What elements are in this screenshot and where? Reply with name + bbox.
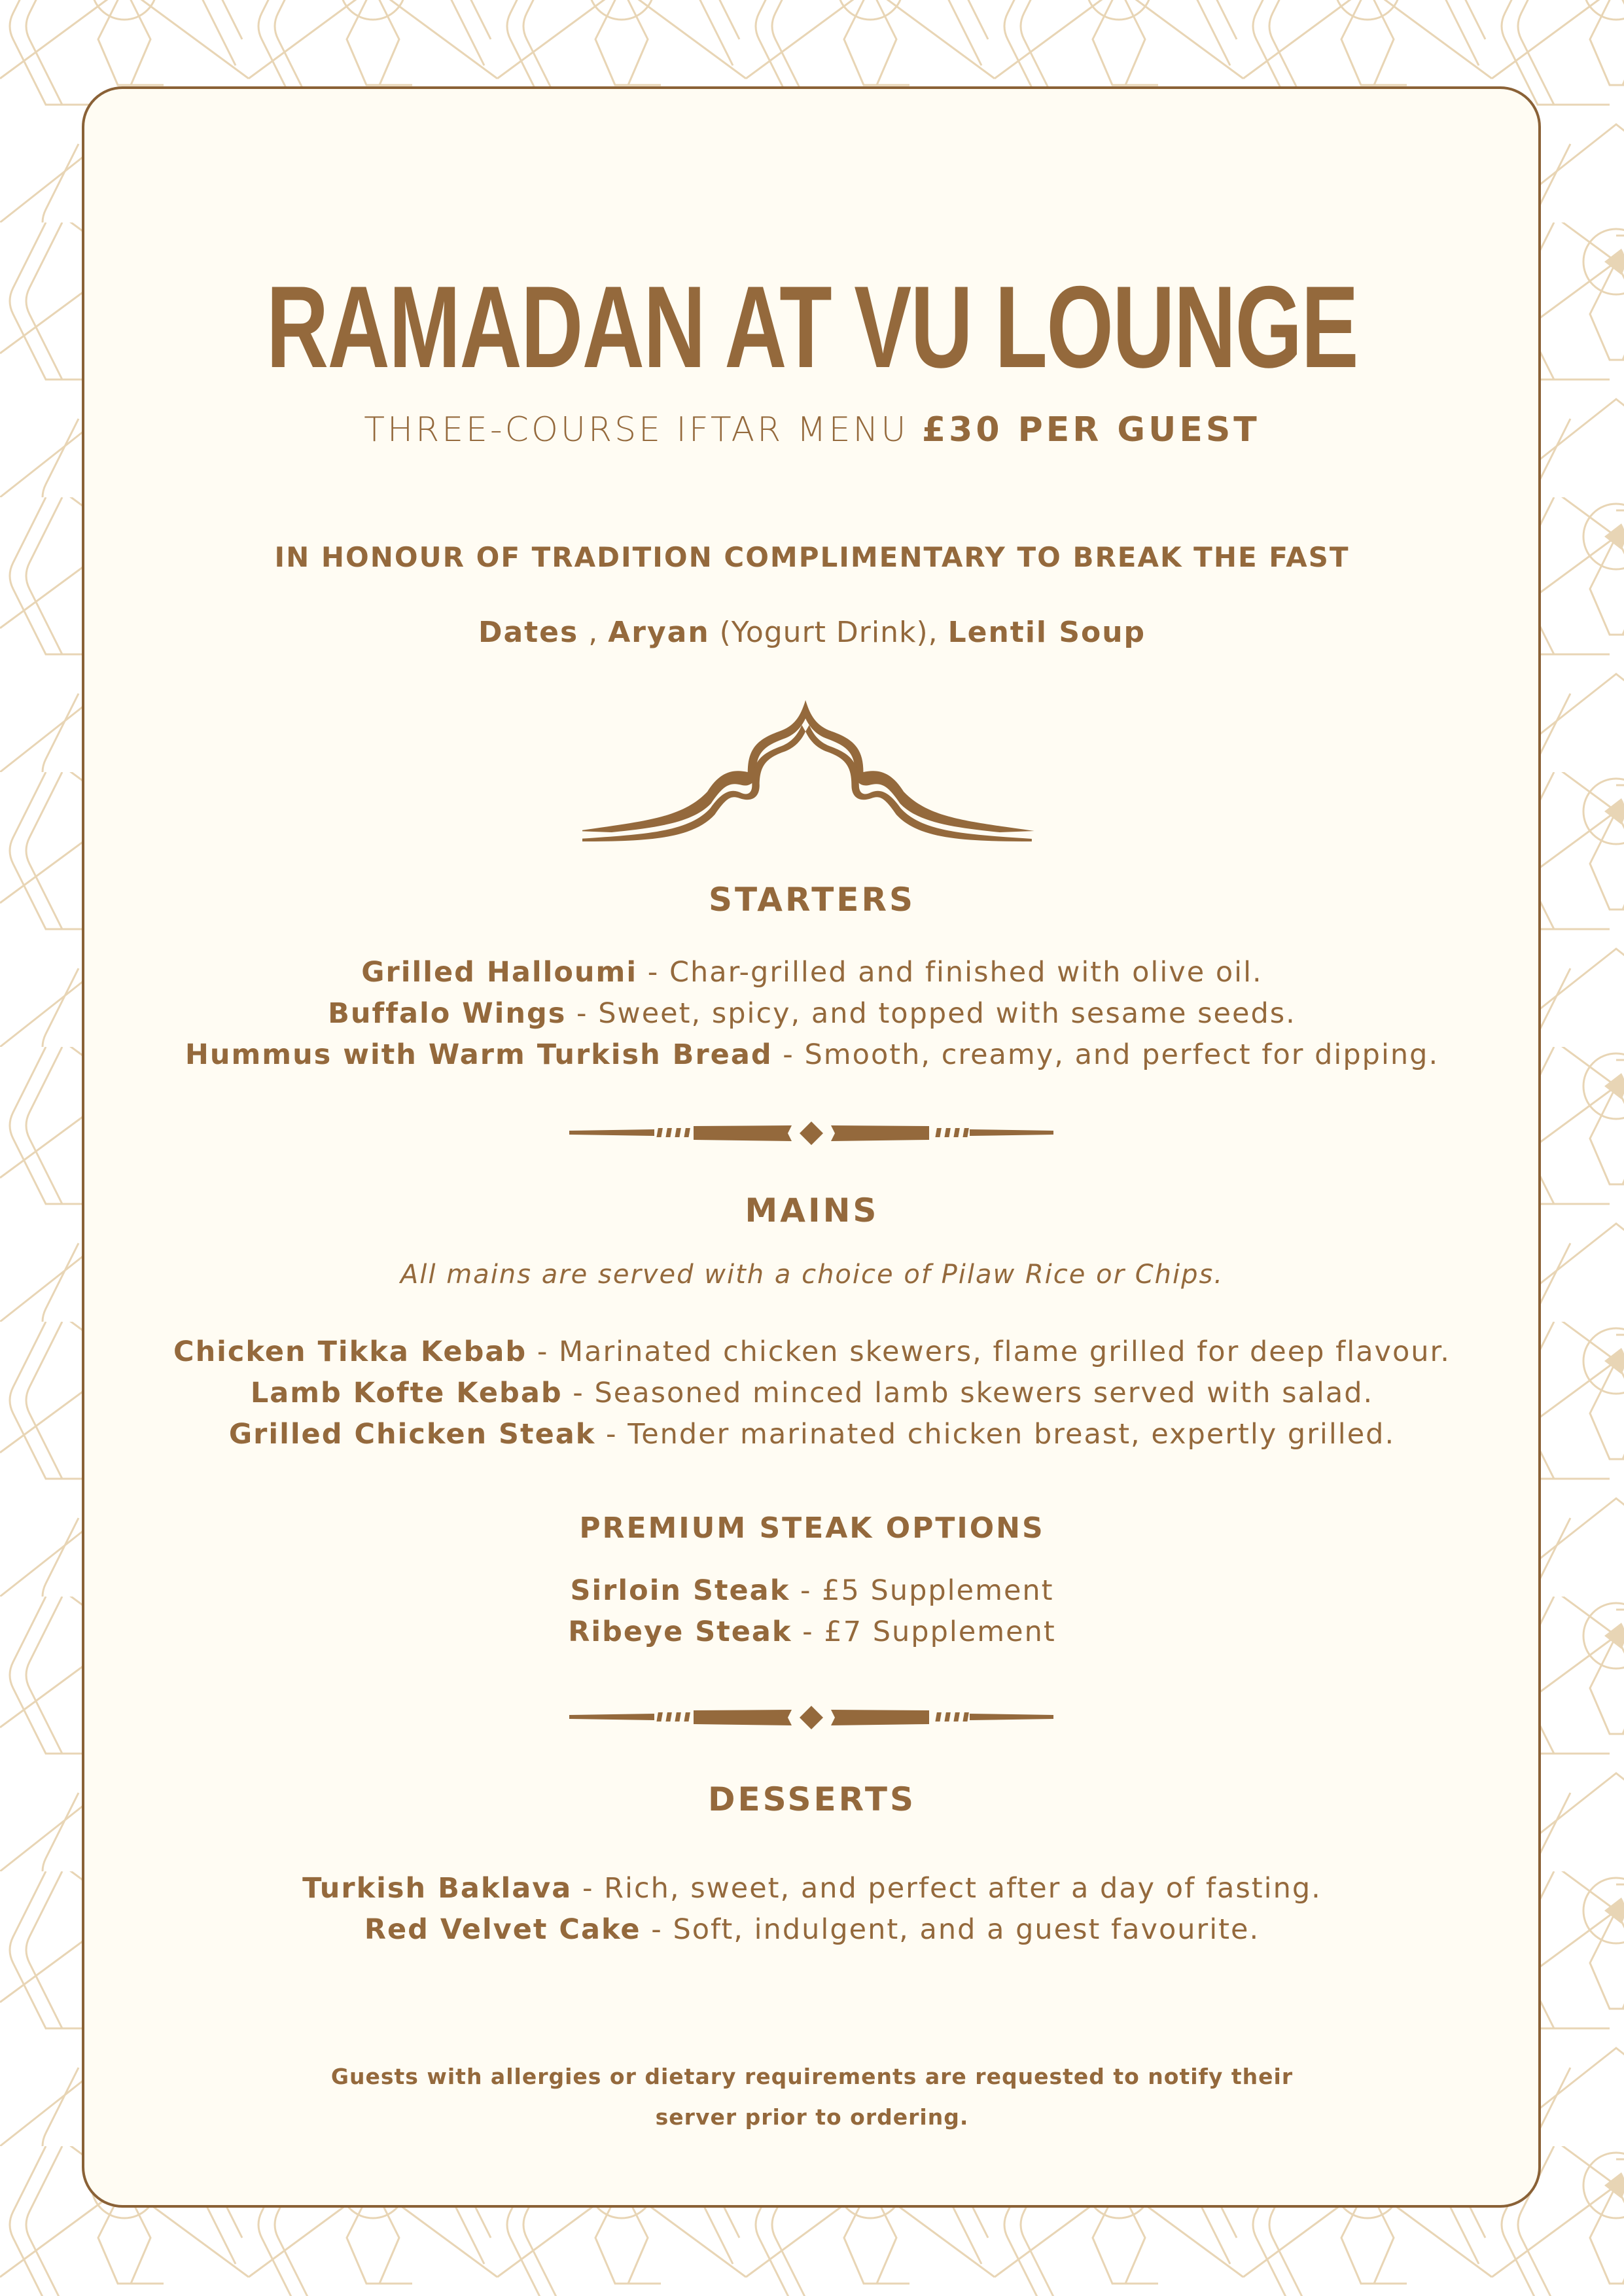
complimentary-heading: IN HONOUR OF TRADITION COMPLIMENTARY TO BREAK THE FAST: [274, 541, 1350, 573]
section-title-desserts: DESSERTS: [708, 1780, 916, 1818]
section-title-mains: MAINS: [745, 1192, 879, 1229]
item-description: - Sweet, spicy, and topped with sesame seeds.: [566, 997, 1296, 1030]
complimentary-items: [0, 612, 1624, 653]
separator: ,: [578, 616, 609, 649]
section-title-premium-steak: PREMIUM STEAK OPTIONS: [579, 1511, 1045, 1545]
menu-item: [0, 1909, 1624, 1951]
item-description: - Seasoned minced lamb skewers served with salad.: [562, 1377, 1374, 1409]
item-dates: Dates: [478, 616, 579, 649]
ornamental-divider-icon: [569, 1120, 1053, 1146]
menu-item: [0, 1332, 1624, 1373]
item-description: - Soft, indulgent, and a guest favourite.: [641, 1913, 1260, 1946]
item-description: - Char-grilled and finished with olive oil.: [637, 956, 1263, 989]
item-name: Lamb Kofte Kebab: [250, 1377, 563, 1409]
allergy-notice-line1: Guests with allergies or dietary requirements are requested to notify their: [330, 2064, 1294, 2089]
item-name: Sirloin Steak: [570, 1574, 790, 1607]
mains-note: All mains are served with a choice of Pilaw Rice or Chips.: [400, 1260, 1224, 1290]
page-title: RAMADAN AT VU LOUNGE: [266, 262, 1358, 392]
subtitle-text: THREE-COURSE IFTAR MENU: [364, 410, 922, 450]
item-name: Ribeye Steak: [568, 1616, 792, 1648]
menu-item: [0, 1034, 1624, 1076]
item-aryan-detail: (Yogurt Drink),: [709, 616, 948, 649]
item-name: Red Velvet Cake: [364, 1913, 641, 1946]
item-lentil-soup: Lentil Soup: [947, 616, 1146, 649]
menu-subtitle: [0, 407, 1624, 453]
item-description: - Rich, sweet, and perfect after a day of fasting.: [572, 1872, 1322, 1905]
item-name: Hummus with Warm Turkish Bread: [185, 1038, 773, 1071]
item-description: - Marinated chicken skewers, flame grilled for deep flavour.: [527, 1335, 1451, 1368]
menu-item: [0, 1373, 1624, 1414]
item-name: Chicken Tikka Kebab: [173, 1335, 527, 1368]
item-description: - £7 Supplement: [792, 1616, 1056, 1648]
item-aryan: Aryan: [608, 616, 710, 649]
section-title-starters: STARTERS: [709, 881, 915, 919]
price-per-guest: £30 PER GUEST: [922, 410, 1260, 450]
menu-item: [0, 1868, 1624, 1909]
item-name: Buffalo Wings: [328, 997, 567, 1030]
item-name: Grilled Halloumi: [361, 956, 638, 989]
arch-ornament-icon: [582, 694, 1040, 844]
menu-item: [0, 993, 1624, 1034]
menu-item: [0, 1570, 1624, 1612]
item-description: - Smooth, creamy, and perfect for dipping.: [772, 1038, 1439, 1071]
menu-item: [0, 952, 1624, 993]
item-description: - £5 Supplement: [790, 1574, 1054, 1607]
menu-item: [0, 1612, 1624, 1653]
allergy-notice-line2: server prior to ordering.: [655, 2104, 969, 2130]
ornamental-divider-icon: [569, 1704, 1053, 1731]
item-name: Turkish Baklava: [302, 1872, 573, 1905]
menu-item: [0, 1414, 1624, 1455]
item-name: Grilled Chicken Steak: [228, 1418, 596, 1451]
item-description: - Tender marinated chicken breast, expertly grilled.: [595, 1418, 1396, 1451]
